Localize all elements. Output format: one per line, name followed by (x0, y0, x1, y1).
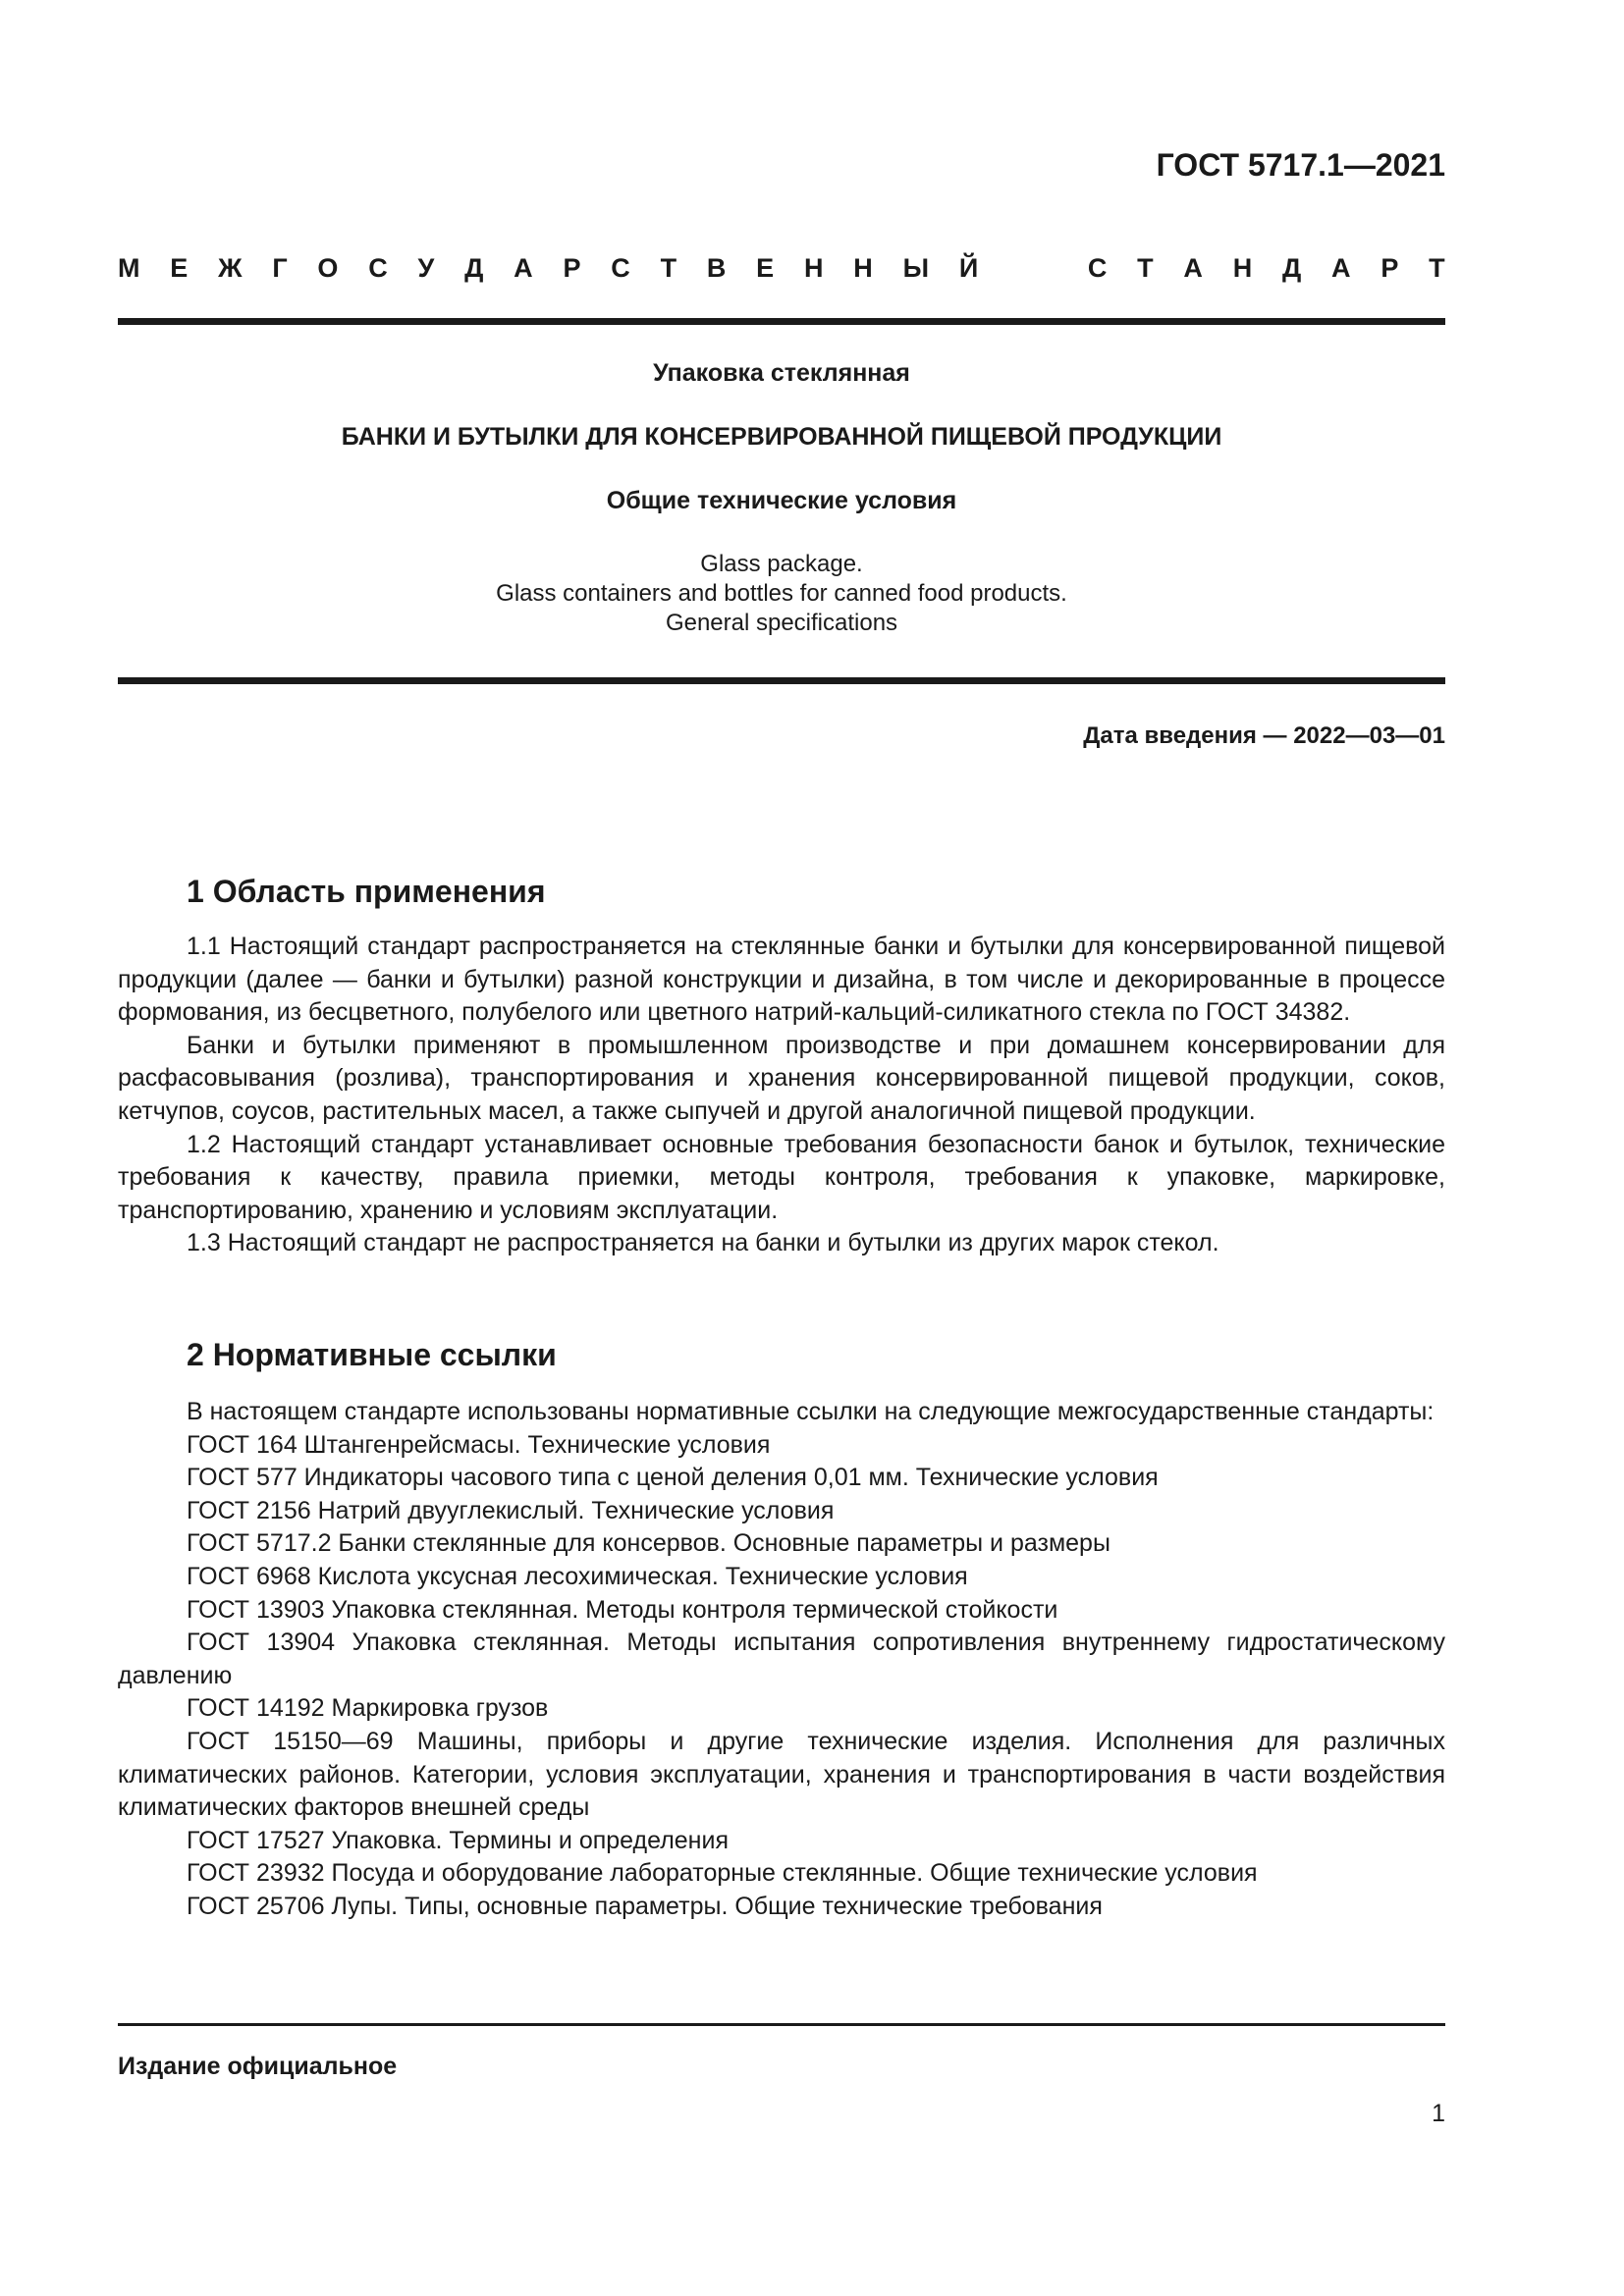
banner-letter: Й (958, 253, 979, 283)
paragraph: 1.1 Настоящий стандарт распространяется на стеклянные банки и бутылки для консервированной пищевой продукции (далее — банки и бутылки) разной конструкции и дизайна, в том числе и декорированные в процессе формования, из бесцветного, полубелого или цветного натрий-кальций-силикатного стекла по ГОСТ 34382. (118, 933, 1445, 1027)
banner-letter: А (1183, 253, 1203, 283)
banner-letter: А (1331, 253, 1351, 283)
banner-letter: Е (756, 253, 775, 283)
banner-letter: С (368, 253, 388, 283)
reference-item: ГОСТ 13903 Упаковка стеклянная. Методы контроля термической стойкости (187, 1595, 1058, 1624)
banner-letter: У (417, 253, 435, 283)
standard-number: ГОСТ 5717.1—2021 (1156, 147, 1445, 183)
banner-letter: О (317, 253, 339, 283)
banner-letter: Г (272, 253, 288, 283)
paragraph: 1.3 Настоящий стандарт не распространяется на банки и бутылки из других марок стекол. (187, 1229, 1219, 1257)
reference-item: ГОСТ 17527 Упаковка. Термины и определения (187, 1826, 729, 1854)
banner-letter: Е (170, 253, 189, 283)
section-body-references (118, 1396, 1445, 1924)
reference-item: ГОСТ 15150—69 Машины, приборы и другие технические изделия. Исполнения для различных климатических районов. Категории, условия эксплуатации, хранения и транспортирования в части воздействия климатических факторов внешней среды (118, 1727, 1445, 1822)
banner-letter: Т (1137, 253, 1154, 283)
banner-letter: Д (1282, 253, 1302, 283)
english-title-line: Glass containers and bottles for canned food products. (496, 580, 1067, 607)
banner-letter: С (611, 253, 630, 283)
main-title: БАНКИ И БУТЫЛКИ ДЛЯ КОНСЕРВИРОВАННОЙ ПИЩЕВОЙ ПРОДУКЦИИ (341, 423, 1222, 451)
english-title-line: General specifications (665, 610, 898, 636)
banner-letter: Ы (902, 253, 930, 283)
reference-item: ГОСТ 577 Индикаторы часового типа с ценой деления 0,01 мм. Технические условия (187, 1464, 1159, 1492)
section-heading-references: 2 Нормативные ссылки (187, 1337, 557, 1372)
banner-letter: Т (660, 253, 677, 283)
reference-item: ГОСТ 5717.2 Банки стеклянные для консервов. Основные параметры и размеры (187, 1529, 1110, 1558)
reference-item: ГОСТ 2156 Натрий двууглекислый. Технические условия (187, 1496, 835, 1524)
banner-letter: Д (464, 253, 484, 283)
banner-letter: М (118, 253, 140, 283)
reference-item: ГОСТ 14192 Маркировка грузов (187, 1694, 549, 1723)
banner-letter: А (514, 253, 533, 283)
sub-title: Общие технические условия (606, 487, 957, 514)
banner-letter: Н (803, 253, 824, 283)
banner-letter: Р (563, 253, 581, 283)
group-title: Упаковка стеклянная (653, 359, 910, 387)
section-body-scope (118, 931, 1445, 1260)
paragraph: 1.2 Настоящий стандарт устанавливает основные требования безопасности банок и бутылок, технические требования к качеству, правила приемки, методы контроля, требования к упаковке, маркировке, транспортированию, хранению и условиям эксплуатации. (118, 1130, 1445, 1224)
banner-letter: С (1087, 253, 1108, 283)
paragraph: В настоящем стандарте использованы нормативные ссылки на следующие межгосударственные стандарты: (187, 1398, 1435, 1425)
banner-letter: Н (1232, 253, 1253, 283)
header-divider (118, 318, 1445, 325)
reference-item: ГОСТ 6968 Кислота уксусная лесохимическая. Технические условия (187, 1562, 968, 1590)
interstate-standard-banner (118, 253, 1445, 284)
official-edition-label: Издание официальное (118, 2053, 398, 2080)
section-heading-scope: 1 Область применения (187, 874, 546, 909)
banner-gap (1008, 253, 1057, 284)
footer-divider (118, 2023, 1445, 2026)
english-title (118, 550, 1445, 638)
introduction-date: Дата введения — 2022—03—01 (1083, 722, 1445, 749)
banner-letter: Т (1429, 253, 1445, 283)
paragraph: Банки и бутылки применяют в промышленном производстве и при домашнем консервировании для расфасовывания (розлива), транспортирования и хранения консервированной пищевой продукции, соков, кетчупов, соусов, растительных масел, а также сыпучей и другой аналогичной пищевой продукции. (118, 1031, 1445, 1125)
banner-letter: Р (1380, 253, 1399, 283)
page-number: 1 (1432, 2100, 1445, 2127)
banner-letter: Ж (218, 253, 243, 283)
reference-item: ГОСТ 23932 Посуда и оборудование лабораторные стеклянные. Общие технические условия (187, 1859, 1258, 1888)
reference-item: ГОСТ 13904 Упаковка стеклянная. Методы испытания сопротивления внутреннему гидростатическому давлению (118, 1629, 1445, 1689)
english-title-line: Glass package. (700, 551, 863, 577)
banner-letter: В (706, 253, 727, 283)
title-divider (118, 677, 1445, 684)
banner-letter: Н (853, 253, 873, 283)
reference-item: ГОСТ 164 Штангенрейсмасы. Технические условия (187, 1430, 771, 1459)
reference-item: ГОСТ 25706 Лупы. Типы, основные параметры. Общие технические требования (187, 1892, 1103, 1920)
